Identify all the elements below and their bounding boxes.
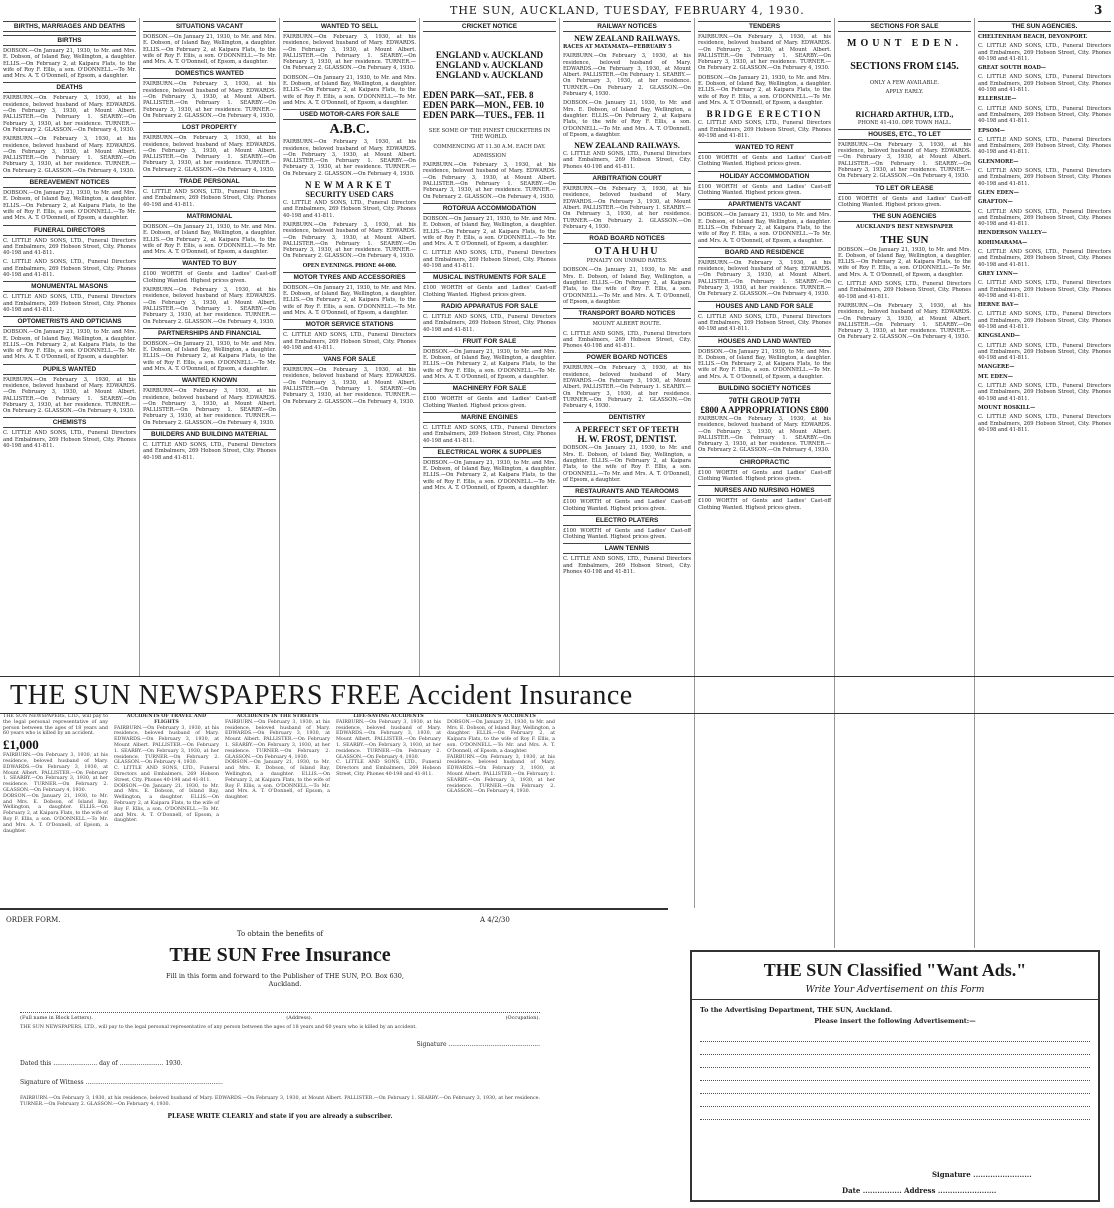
houses-sale-heading: HOUSES AND LAND FOR SALE — [698, 301, 831, 312]
page-number: 3 — [1094, 3, 1103, 17]
power-heading: POWER BOARD NOTICES — [563, 352, 691, 363]
holiday-text: £100 WORTH of Gents and Ladies' Cast-off Clothing Wanted. Highest prices given. — [698, 183, 831, 197]
excursion-text: C. LITTLE AND SONS, LTD., Funeral Directors and Embalmers, 269 Hobson Street, City. Phones 40-198 and 41-811. — [563, 151, 691, 170]
agencies-list-12: C. LITTLE AND SONS, LTD., Funeral Directors and Embalmers, 269 Hobson Street, City. Phones 40-198 and 41-811. — [978, 414, 1111, 433]
apartments-text: DOBSON.—On January 21, 1930, to Mr. and Mrs. E. Dobson, of Island Bay, Wellington, a daughter. ELLIS.—On February 2, at Kaipara Flats, to the wife of Roy F. Ellis, a son. O'DONNELL.—To Mr. and Mrs. A. T. O'Donnell, of Epsom, a daughter. — [698, 212, 831, 244]
agencies-list-9: C. LITTLE AND SONS, LTD., Funeral Directors and Embalmers, 269 Hobson Street, City. Phones 40-198 and 41-811. — [978, 311, 1111, 330]
bereavement-text: DOBSON.—On January 21, 1930, to Mr. and Mrs. E. Dobson, of Island Bay, Wellington, a daughter. ELLIS.—On February 2, at Kaipara Flats, to the wife of Roy F. Ellis, a son. O'DONNELL.—To Mr. and Mrs. A. T. O'Donnell, of Epsom, a daughter. — [3, 190, 136, 222]
tyres-heading: MOTOR TYRES AND ACCESSORIES — [283, 272, 416, 283]
ad-line-1[interactable] — [700, 1031, 1090, 1042]
sections-heading: SECTIONS FOR SALE — [838, 21, 971, 32]
board-heading: BOARD AND RESIDENCE — [698, 247, 831, 258]
place-9: GREY LYNN— — [978, 270, 1018, 277]
bridge-text: C. LITTLE AND SONS, LTD., Funeral Directors and Embalmers, 269 Hobson Street, City. Phones 40-198 and 41-811. — [698, 120, 831, 139]
insurance-col-3 — [225, 714, 330, 801]
agencies-list-5: C. LITTLE AND SONS, LTD., Funeral Directors and Embalmers, 269 Hobson Street, City. Phones 40-198 and 41-811. — [978, 168, 1111, 187]
to-let-text: £100 WORTH of Gents and Ladies' Cast-off Clothing Wanted. Highest prices given. — [838, 195, 971, 208]
electro-text: £100 WORTH of Gents and Ladies' Cast-off Clothing Wanted. Highest prices given. — [563, 527, 691, 541]
tenders-heading: TENDERS — [698, 21, 831, 32]
want-signature: Signature ........................ — [932, 1170, 1032, 1179]
wanted-sell-heading: WANTED TO SELL — [283, 21, 416, 32]
want-ads-form — [690, 950, 1100, 1202]
nurses-text: £100 WORTH of Gents and Ladies' Cast-off Clothing Wanted. Highest prices given. — [698, 498, 831, 511]
want-ads-lines[interactable] — [700, 1031, 1090, 1120]
insurance-text-5b: FAIRBURN.—On February 3, 1930, at his residence, beloved husband of Mary. EDWARDS.—On February 3, 1930, at Mount Albert. PALLISTER.—On February 1. SEARBY.—On February 3, 1930, at her residence. TURNER.—On February 2. GLASSON.—On February 4, 1930. — [447, 754, 555, 795]
commencing-text: COMMENCING AT 11.30 A.M. EACH DAY. — [433, 143, 546, 150]
ad-line-3[interactable] — [700, 1057, 1090, 1068]
park-line-1: EDEN PARK—SAT., FEB. 8 — [423, 90, 534, 100]
travel-heading: ACCIDENTS OF TRAVEL AND FLIGHTS — [126, 714, 207, 725]
insurance-text-5: DOBSON.—On January 21, 1930, to Mr. and Mrs. E. Dobson, of Island Bay, Wellington, a daughter. ELLIS.—On February 2, at Kaipara Flats, to the wife of Roy F. Ellis, a son. O'DONNELL.—To Mr. and Mrs. A. T. O'Donnell, of Epsom, a daughter. — [447, 719, 555, 754]
used-cars-list: C. LITTLE AND SONS, LTD., Funeral Directors and Embalmers, 269 Hobson Street, City. Phones 40-198 and 41-811. — [283, 200, 416, 219]
marine-text: C. LITTLE AND SONS, LTD., Funeral Directors and Embalmers, 269 Hobson Street, City. Phones 40-198 and 41-811. — [423, 424, 556, 444]
machinery-heading: MACHINERY FOR SALE — [423, 383, 556, 394]
arbitration-text: FAIRBURN.—On February 3, 1930, at his residence, beloved husband of Mary. EDWARDS.—On February 3, 1930, at Mount Albert. PALLISTER.—On February 1. SEARBY.—On February 3, 1930, at her residence. TURNER.—On February 2. GLASSON.—On February 4, 1930. — [563, 186, 691, 230]
deaths-text-more: FAIRBURN.—On February 3, 1930, at his residence, beloved husband of Mary. EDWARDS.—On February 3, 1930, at Mount Albert. PALLISTER.—On February 1. SEARBY.—On February 3, 1930, at her residence. TURNER.—On February 2. GLASSON.—On February 4, 1930. — [3, 136, 136, 174]
penalty-text: PENALTY ON UNPAID RATES. — [586, 258, 668, 265]
radio-text: C. LITTLE AND SONS, LTD., Funeral Directors and Embalmers, 269 Hobson Street, City. Phones 40-198 and 41-811. — [423, 313, 556, 333]
dated-row: Dated this ....................... day of ....................... 1930. — [20, 1059, 183, 1067]
lost-heading: LOST PROPERTY — [143, 122, 276, 133]
houses-wanted-text: DOBSON.—On January 21, 1930, to Mr. and Mrs. E. Dobson, of Island Bay, Wellington, a daughter. ELLIS.—On February 2, at Kaipara Flats, to the wife of Roy F. Ellis, a son. O'DONNELL.—To Mr. and Mrs. A. T. O'Donnell, of Epsom, a daughter. — [698, 348, 831, 380]
column-wanted-to-sell — [280, 18, 420, 676]
houses-let-heading: HOUSES, ETC., TO LET — [838, 129, 971, 140]
rotorua-text: DOBSON.—On January 21, 1930, to Mr. and Mrs. E. Dobson, of Island Bay, Wellington, a daughter. ELLIS.—On February 2, at Kaipara Flats, to the wife of Roy F. Ellis, a son. O'DONNELL.—To Mr. and Mrs. A. T. O'Donnell, of Epsom, a daughter. — [423, 215, 556, 248]
partnerships-heading: PARTNERSHIPS AND FINANCIAL — [143, 328, 276, 339]
chiropractic-heading: CHIROPRACTIC — [698, 457, 831, 468]
open-evenings: OPEN EVENINGS. PHONE 44-080. — [302, 262, 397, 269]
ad-line-2[interactable] — [700, 1044, 1090, 1055]
place-8: KOHIMARAMA— — [978, 239, 1028, 246]
building-text: FAIRBURN.—On February 3, 1930, at his residence, beloved husband of Mary. EDWARDS.—On February 3, 1930, at Mount Albert. PALLISTER.—On February 1. SEARBY.—On February 3, 1930, at her residence. TURNER.—On February 2. GLASSON.—On February 4, 1930. — [698, 415, 831, 454]
security-used-cars: SECURITY USED CARS — [305, 190, 394, 200]
tyres-text: DOBSON.—On January 21, 1930, to Mr. and Mrs. E. Dobson, of Island Bay, Wellington, a daughter. ELLIS.—On February 2, at Kaipara Flats, to the wife of Roy F. Ellis, a son. O'DONNELL.—To Mr. and Mrs. A. T. O'Donnell, of Epsom, a daughter. — [283, 284, 416, 316]
insurance-text-2c: DOBSON.—On January 21, 1930, to Mr. and Mrs. E. Dobson, of Island Bay, Wellington, a daughter. ELLIS.—On February 2, at Kaipara Flats, to the wife of Roy F. Ellis, a son. O'DONNELL.—To Mr. and Mrs. A. T. O'Donnell, of Epsom, a daughter. — [114, 783, 219, 824]
abc-ad: A.B.C. — [329, 122, 370, 138]
page-header — [0, 0, 1114, 18]
electro-heading: ELECTRO PLATERS — [563, 515, 691, 526]
order-intro: To obtain the benefits of — [236, 930, 324, 938]
witness-row: Signature of Witness ........................................................................ — [20, 1078, 223, 1086]
insurance-col-1 — [3, 714, 108, 834]
races-details: FAIRBURN.—On February 3, 1930, at his residence, beloved husband of Mary. EDWARDS.—On February 3, 1930, at Mount Albert. PALLISTER.—On February 1. SEARBY.—On February 3, 1930, at her residence. TURNER.—On February 2. GLASSON.—On February 4, 1930. — [563, 53, 691, 98]
optometrists-heading: OPTOMETRISTS AND OPTICIANS — [3, 316, 136, 327]
agencies-list-7: C. LITTLE AND SONS, LTD., Funeral Directors and Embalmers, 269 Hobson Street, City. Phones 40-198 and 41-811. — [978, 249, 1111, 268]
insurance-text-1c: DOBSON.—On January 21, 1930, to Mr. and Mrs. E. Dobson, of Island Bay, Wellington, a daughter. ELLIS.—On February 2, at Kaipara Flats, to the wife of Roy F. Ellis, a son. O'DONNELL.—To Mr. and Mrs. A. T. O'Donnell, of Epsom, a daughter. — [3, 793, 108, 834]
wanted-buy-text: £100 WORTH of Gents and Ladies' Cast-off Clothing Wanted. Highest prices given. — [143, 271, 276, 284]
used-cars-list-2: FAIRBURN.—On February 3, 1930, at his residence, beloved husband of Mary. EDWARDS.—On February 3, 1930, at Mount Albert. PALLISTER.—On February 1. SEARBY.—On February 3, 1930, at her residence. TURNER.—On February 2. GLASSON.—On February 4, 1930. — [283, 221, 416, 260]
chemists-text: C. LITTLE AND SONS, LTD., Funeral Directors and Embalmers, 269 Hobson Street, City. Phones 40-198 and 41-811. — [3, 430, 136, 450]
masthead: THE SUN, AUCKLAND, TUESDAY, FEBRUARY 4, 1930. — [450, 4, 805, 17]
newmarket-title: NEWMARKET — [304, 180, 394, 191]
sections-price: SECTIONS FROM £145. — [850, 61, 959, 72]
life-saving-heading: LIFE-SAVING ACCIDENTS — [353, 714, 424, 719]
order-conditions: THE SUN NEWSPAPERS, LTD., will pay to the legal personal representative of any person between the ages of 18 years and 60 years who is killed by an accident. — [20, 1025, 417, 1030]
place-13: MT. EDEN— — [978, 373, 1013, 380]
building-society-heading: BUILDING SOCIETY NOTICES — [698, 383, 831, 394]
group-70: 70TH GROUP 70TH — [728, 395, 801, 405]
penalty-details: DOBSON.—On January 21, 1930, to Mr. and Mrs. E. Dobson, of Island Bay, Wellington, a daughter. ELLIS.—On February 2, at Kaipara Flats, to the wife of Roy F. Ellis, a son. O'DONNELL.—To Mr. and Mrs. A. T. O'Donnell, of Epsom, a daughter. — [563, 267, 691, 305]
trade-heading: TRADE PERSONAL — [143, 176, 276, 187]
lost-text: FAIRBURN.—On February 3, 1930, at his residence, beloved husband of Mary. EDWARDS.—On February 3, 1930, at Mount Albert. PALLISTER.—On February 1. SEARBY.—On February 3, 1930, at her residence. TURNER.—On February 2. GLASSON.—On February 4, 1930. — [143, 135, 276, 173]
electrical-heading: ELECTRICAL WORK & SUPPLIES — [423, 447, 556, 458]
lawn-text: C. LITTLE AND SONS, LTD., Funeral Directors and Embalmers, 269 Hobson Street, City. Phones 40-198 and 41-811. — [563, 556, 691, 576]
cricket-heading: CRICKET NOTICE — [423, 21, 556, 32]
electrical-text: DOBSON.—On January 21, 1930, to Mr. and Mrs. E. Dobson, of Island Bay, Wellington, a daughter. ELLIS.—On February 2, at Kaipara Flats, to the wife of Roy F. Ellis, a son. O'DONNELL.—To Mr. and Mrs. A. T. O'Donnell, of Epsom, a daughter. — [423, 459, 556, 491]
insurance-text-2b: C. LITTLE AND SONS, LTD., Funeral Directors and Embalmers, 269 Hobson Street, City. Phones 40-198 and 41-811. — [114, 766, 219, 783]
musical-text: £100 WORTH of Gents and Ladies' Cast-off Clothing Wanted. Highest prices given. — [423, 285, 556, 298]
column-agencies — [975, 18, 1114, 948]
dentist-text: DOBSON.—On January 21, 1930, to Mr. and Mrs. E. Dobson, of Island Bay, Wellington, a daughter. ELLIS.—On February 2, at Kaipara Flats, to the wife of Roy F. Ellis, a son. O'DONNELL.—To Mr. and Mrs. A. T. O'Donnell, of Epsom, a daughter. — [563, 445, 691, 483]
marine-heading: MARINE ENGINES — [423, 412, 556, 423]
order-footer: PLEASE WRITE CLEARLY and state if you are already a subscriber. — [167, 1113, 393, 1121]
dentistry-heading: DENTISTRY — [563, 412, 691, 423]
want-signature-label: Signature — [932, 1170, 971, 1179]
chemists-heading: CHEMISTS — [3, 417, 136, 428]
only-few: ONLY A FEW AVAILABLE. — [869, 80, 940, 86]
park-line-3: EDEN PARK—TUES., FEB. 11 — [423, 110, 545, 120]
apartments-heading: APARTMENTS VACANT — [698, 199, 831, 210]
agencies-heading-2: THE SUN AGENCIES — [838, 211, 971, 222]
want-ads-subtitle: Write Your Advertisement on this Form — [692, 985, 1098, 1000]
funeral-text-2: C. LITTLE AND SONS, LTD., Funeral Directors and Embalmers, 269 Hobson Street, City. Phones 40-198 and 41-811. — [3, 259, 136, 279]
restaurants-text: £100 WORTH of Gents and Ladies' Cast-off Clothing Wanted. Highest prices given. — [563, 499, 691, 512]
otahuhu-title: OTAHUHU — [594, 246, 660, 258]
mount-albert-route: MOUNT ALBERT ROUTE. — [592, 321, 662, 328]
ad-line-5[interactable] — [700, 1083, 1090, 1094]
railway-heading: RAILWAY NOTICES — [563, 21, 691, 32]
builders-text: C. LITTLE AND SONS, LTD., Funeral Directors and Embalmers, 269 Hobson Street, City. Phones 40-198 and 41-811. — [143, 442, 276, 461]
deaths-text: FAIRBURN.—On February 3, 1930, at his residence, beloved husband of Mary. EDWARDS.—On February 3, 1930, at Mount Albert. PALLISTER.—On February 1. SEARBY.—On February 3, 1930, at her residence. TURNER.—On February 2. GLASSON.—On February 4, 1930. — [3, 95, 136, 133]
optometrists-text: DOBSON.—On January 21, 1930, to Mr. and Mrs. E. Dobson, of Island Bay, Wellington, a daughter. ELLIS.—On February 2, at Kaipara Flats, to the wife of Roy F. Ellis, a son. O'DONNELL.—To Mr. and Mrs. A. T. O'Donnell, of Epsom, a daughter. — [3, 329, 136, 361]
domestics-text: FAIRBURN.—On February 3, 1930, at his residence, beloved husband of Mary. EDWARDS.—On February 3, 1930, at Mount Albert. PALLISTER.—On February 1. SEARBY.—On February 3, 1930, at her residence. TURNER.—On February 2. GLASSON.—On February 4, 1930. — [143, 81, 276, 119]
place-1: GREAT SOUTH ROAD— — [978, 65, 1046, 72]
field-name-label: (Full name in Block Letters). — [20, 1015, 93, 1021]
wanted-rent-text: £100 WORTH of Gents and Ladies' Cast-off Clothing Wanted. Highest prices given. — [698, 155, 831, 168]
streets-heading: ACCIDENTS IN THE STREETS — [236, 714, 319, 719]
place-5: GLEN EDEN— — [978, 189, 1019, 196]
funeral-heading: FUNERAL DIRECTORS — [3, 225, 136, 236]
admission-text: ADMISSION — [472, 152, 507, 159]
nzr-title: NEW ZEALAND RAILWAYS. — [574, 34, 680, 43]
rotorua-text-2: C. LITTLE AND SONS, LTD., Funeral Directors and Embalmers, 269 Hobson Street, City. Phones 40-198 and 41-811. — [423, 250, 556, 270]
agencies-text-2: C. LITTLE AND SONS, LTD., Funeral Directors and Embalmers, 269 Hobson Street, City. Phones 40-198 and 41-811. — [838, 281, 971, 300]
insurance-text-1b: FAIRBURN.—On February 3, 1930, at his residence, beloved husband of Mary. EDWARDS.—On February 3, 1930, at Mount Albert. PALLISTER.—On February 1. SEARBY.—On February 3, 1930, at her residence. TURNER.—On February 2. GLASSON.—On February 4, 1930. — [3, 753, 108, 793]
partnerships-text: DOBSON.—On January 21, 1930, to Mr. and Mrs. E. Dobson, of Island Bay, Wellington, a daughter. ELLIS.—On February 2, at Kaipara Flats, to the wife of Roy F. Ellis, a son. O'DONNELL.—To Mr. and Mrs. A. T. O'Donnell, of Epsom, a daughter. — [143, 340, 276, 372]
transport-heading: TRANSPORT BOARD NOTICES — [563, 308, 691, 319]
insurance-col-4 — [336, 714, 441, 778]
dated-label: Dated this — [20, 1059, 52, 1067]
agencies-list-2: C. LITTLE AND SONS, LTD., Funeral Directors and Embalmers, 269 Hobson Street, City. Phones 40-198 and 41-811. — [978, 74, 1111, 94]
wanted-buy-heading: WANTED TO BUY — [143, 258, 276, 269]
mount-eden: MOUNT EDEN. — [847, 38, 962, 49]
insurance-text-1: THE SUN NEWSPAPERS, LTD., will pay to the legal personal representative of any person between the ages of 18 years and 60 years who is killed by an accident. — [3, 714, 108, 737]
houses-sale-text: C. LITTLE AND SONS, LTD., Funeral Directors and Embalmers, 269 Hobson Street, City. Phones 40-198 and 41-811. — [698, 313, 831, 333]
children-heading: CHILDREN'S ACCIDENTS — [466, 714, 536, 719]
rotorua-heading: ROTORUA ACCOMMODATION — [423, 203, 556, 214]
houses-wanted-heading: HOUSES AND LAND WANTED — [698, 336, 831, 347]
service-heading: MOTOR SERVICE STATIONS — [283, 319, 416, 330]
place-12: MANGERE— — [978, 364, 1015, 371]
want-ads-title: THE SUN Classified "Want Ads." — [763, 960, 1027, 980]
order-instructions: Fill in this form and forward to the Publisher of THE SUN, P.O. Box 630, Auckland. — [166, 972, 404, 988]
place-11: KINGSLAND— — [978, 333, 1020, 340]
births-text: DOBSON.—On January 21, 1930, to Mr. and Mrs. E. Dobson, of Island Bay, Wellington, a daughter. ELLIS.—On February 2, at Kaipara Flats, to the wife of Roy F. Ellis, a son. O'DONNELL.—To Mr. and Mrs. A. T. O'Donnell, of Epsom, a daughter. — [3, 48, 136, 80]
agencies-text-3: FAIRBURN.—On February 3, 1930, at his residence, beloved husband of Mary. EDWARDS.—On February 3, 1930, at Mount Albert. PALLISTER.—On February 1. SEARBY.—On February 3, 1930, at her residence. TURNER.—On February 2. GLASSON.—On February 4, 1930. — [838, 302, 971, 341]
abc-text: FAIRBURN.—On February 3, 1930, at his residence, beloved husband of Mary. EDWARDS.—On February 3, 1930, at Mount Albert. PALLISTER.—On February 1. SEARBY.—On February 3, 1930, at her residence. TURNER.—On February 2. GLASSON.—On February 4, 1930. — [283, 139, 416, 177]
agencies-list-8: C. LITTLE AND SONS, LTD., Funeral Directors and Embalmers, 269 Hobson Street, City. Phones 40-198 and 41-811. — [978, 280, 1111, 299]
power-text: FAIRBURN.—On February 3, 1930, at his residence, beloved husband of Mary. EDWARDS.—On February 3, 1930, at Mount Albert. PALLISTER.—On February 1. SEARBY.—On February 3, 1930, at her residence. TURNER.—On February 2. GLASSON.—On February 4, 1930. — [563, 365, 691, 410]
transport-text: C. LITTLE AND SONS, LTD., Funeral Directors and Embalmers, 269 Hobson Street, City. Phones 40-198 and 41-811. — [563, 330, 691, 350]
field-labels — [20, 1015, 540, 1021]
match-line-2: ENGLAND v. AUCKLAND — [435, 60, 544, 70]
want-address-label: Address — [904, 1186, 936, 1195]
perfect-set: A PERFECT SET OF TEETH — [575, 425, 679, 435]
agencies-heading: THE SUN AGENCIES. — [978, 21, 1111, 32]
builders-heading: BUILDERS AND BUILDING MATERIAL — [143, 429, 276, 440]
pupils-heading: PUPILS WANTED — [3, 364, 136, 375]
monumental-text: C. LITTLE AND SONS, LTD., Funeral Directors and Embalmers, 269 Hobson Street, City. Phones 40-198 and 41-811. — [3, 294, 136, 313]
admission-details: FAIRBURN.—On February 3, 1930, at his residence, beloved husband of Mary. EDWARDS.—On February 3, 1930, at Mount Albert. PALLISTER.—On February 1. SEARBY.—On February 3, 1930, at her residence. TURNER.—On February 2. GLASSON.—On February 4, 1930. — [423, 162, 556, 200]
to-let-lease-heading: TO LET OR LEASE — [838, 183, 971, 194]
vans-text: FAIRBURN.—On February 3, 1930, at his residence, beloved husband of Mary. EDWARDS.—On February 3, 1930, at Mount Albert. PALLISTER.—On February 1. SEARBY.—On February 3, 1930, at her residence. TURNER.—On February 2. GLASSON.—On February 4, 1930. — [283, 367, 416, 405]
the-sun-logo: THE SUN — [880, 233, 929, 246]
vans-heading: VANS FOR SALE — [283, 354, 416, 365]
service-text: C. LITTLE AND SONS, LTD., Funeral Directors and Embalmers, 269 Hobson Street, City. Phones 40-198 and 41-811. — [283, 332, 416, 351]
wanted-known-text: FAIRBURN.—On February 3, 1930, at his residence, beloved husband of Mary. EDWARDS.—On February 3, 1930, at Mount Albert. PALLISTER.—On February 1. SEARBY.—On February 3, 1930, at her residence. TURNER.—On February 2. GLASSON.—On February 4, 1930. — [143, 388, 276, 426]
insurance-amount: £1,000 — [3, 737, 39, 753]
place-14: MOUNT ROSKILL— — [978, 404, 1036, 411]
deaths-heading: DEATHS — [3, 82, 136, 93]
want-date-address: Date ................ Address ........................ — [842, 1186, 997, 1195]
ad-line-7[interactable] — [700, 1109, 1090, 1120]
day-of-label: day of — [99, 1059, 118, 1067]
insurance-text-3b: DOBSON.—On January 21, 1930, to Mr. and Mrs. E. Dobson, of Island Bay, Wellington, a daughter. ELLIS.—On February 2, at Kaipara Flats, to the wife of Roy F. Ellis, a son. O'DONNELL.—To Mr. and Mrs. A. T. O'Donnell, of Epsom, a daughter. — [225, 760, 330, 801]
agencies-list-11: C. LITTLE AND SONS, LTD., Funeral Directors and Embalmers, 269 Hobson Street, City. Phones 40-198 and 41-811. — [978, 383, 1111, 402]
field-occupation-label: (Occupation). — [505, 1015, 540, 1021]
domestics-heading: DOMESTICS WANTED — [143, 68, 276, 79]
situations-text: DOBSON.—On January 21, 1930, to Mr. and Mrs. E. Dobson, of Island Bay, Wellington, a daughter. ELLIS.—On February 2, at Kaipara Flats, to the wife of Roy F. Ellis, a son. O'DONNELL.—To Mr. and Mrs. A. T. O'Donnell, of Epsom, a daughter. — [143, 34, 276, 66]
want-date-label: Date — [842, 1186, 861, 1195]
park-line-2: EDEN PARK—MON., FEB. 10 — [423, 100, 544, 110]
matrimonial-heading: MATRIMONIAL — [143, 211, 276, 222]
ad-line-4[interactable] — [700, 1070, 1090, 1081]
restaurants-heading: RESTAURANTS AND TEAROOMS — [563, 486, 691, 497]
apply-early: APPLY EARLY. — [885, 89, 924, 96]
appropriations: £800 A APPROPRIATIONS £800 — [700, 404, 829, 415]
insurance-col-5 — [447, 714, 555, 795]
column-sections — [835, 18, 975, 948]
witness-label: Signature of Witness — [20, 1078, 84, 1086]
order-note: FAIRBURN.—On February 3, 1930, at his residence, beloved husband of Mary. EDWARDS.—On February 3, 1930, at Mount Albert. PALLISTER.—On February 1. SEARBY.—On February 3, 1930, at her residence. TURNER.—On February 2. GLASSON.—On February 4, 1930. — [20, 1095, 540, 1107]
ad-line-6[interactable] — [700, 1096, 1090, 1107]
tenders-text-2: DOBSON.—On January 21, 1930, to Mr. and Mrs. E. Dobson, of Island Bay, Wellington, a daughter. ELLIS.—On February 2, at Kaipara Flats, to the wife of Roy F. Ellis, a son. O'DONNELL.—To Mr. and Mrs. A. T. O'Donnell, of Epsom, a daughter. — [698, 74, 831, 106]
lawn-heading: LAWN TENNIS — [563, 543, 691, 554]
situations-heading: SITUATIONS VACANT — [143, 21, 276, 32]
name-line[interactable] — [20, 1002, 540, 1013]
order-form-ref: A 4/2/30 — [480, 916, 510, 924]
pupils-text: FAIRBURN.—On February 3, 1930, at his residence, beloved husband of Mary. EDWARDS.—On February 3, 1930, at Mount Albert. PALLISTER.—On February 1. SEARBY.—On February 3, 1930, at her residence. TURNER.—On February 2. GLASSON.—On February 4, 1930. — [3, 376, 136, 415]
frost-dentist: H. W. FROST, DENTIST. — [577, 434, 677, 445]
fruit-text: DOBSON.—On January 21, 1930, to Mr. and Mrs. E. Dobson, of Island Bay, Wellington, a daughter. ELLIS.—On February 2, at Kaipara Flats, to the wife of Roy F. Ellis, a son. O'DONNELL.—To Mr. and Mrs. A. T. O'Donnell, of Epsom, a daughter. — [423, 348, 556, 381]
radio-heading: RADIO APPARATUS FOR SALE — [423, 301, 556, 312]
holiday-heading: HOLIDAY ACCOMMODATION — [698, 171, 831, 182]
order-form-label: ORDER FORM. — [6, 916, 61, 924]
insurance-text-4: FAIRBURN.—On February 3, 1930, at his residence, beloved husband of Mary. EDWARDS.—On February 3, 1930, at Mount Albert. PALLISTER.—On February 1. SEARBY.—On February 3, 1930, at her residence. TURNER.—On February 2. GLASSON.—On February 4, 1930. — [336, 719, 441, 760]
races-details-2: DOBSON.—On January 21, 1930, to Mr. and Mrs. E. Dobson, of Island Bay, Wellington, a daughter. ELLIS.—On February 2, at Kaipara Flats, to the wife of Roy F. Ellis, a son. O'DONNELL.—To Mr. and Mrs. A. T. O'Donnell, of Epsom, a daughter. — [563, 100, 691, 138]
musical-heading: MUSICAL INSTRUMENTS FOR SALE — [423, 272, 556, 283]
year-label: 1930. — [165, 1059, 183, 1067]
see-text: SEE SOME OF THE FINEST CRICKETERS IN THE WORLD. — [428, 128, 551, 141]
wanted-buy-text-2: FAIRBURN.—On February 3, 1930, at his residence, beloved husband of Mary. EDWARDS.—On February 3, 1930, at Mount Albert. PALLISTER.—On February 1. SEARBY.—On February 3, 1930, at her residence. TURNER.—On February 2. GLASSON.—On February 4, 1930. — [143, 287, 276, 325]
place-10: HERNE BAY— — [978, 302, 1019, 309]
column-cricket — [420, 18, 560, 676]
insurance-col-2 — [114, 714, 219, 824]
tenders-text: FAIRBURN.—On February 3, 1930, at his residence, beloved husband of Mary. EDWARDS.—On February 3, 1930, at Mount Albert. PALLISTER.—On February 1. SEARBY.—On February 3, 1930, at her residence. TURNER.—On February 2. GLASSON.—On February 4, 1930. — [698, 34, 831, 72]
machinery-text: £100 WORTH of Gents and Ladies' Cast-off Clothing Wanted. Highest prices given. — [423, 396, 556, 409]
best-newspaper: AUCKLAND'S BEST NEWSPAPER — [856, 224, 953, 231]
agencies-list-6: C. LITTLE AND SONS, LTD., Funeral Directors and Embalmers, 269 Hobson Street, City. Phones 40-198 and 41-811. — [978, 208, 1111, 228]
wanted-rent-heading: WANTED TO RENT — [698, 142, 831, 153]
place-4: GLENMORE— — [978, 158, 1019, 165]
column-situations — [140, 18, 280, 676]
signature-label: Signature — [416, 1040, 447, 1048]
column-tenders — [695, 18, 835, 948]
column-births-deaths — [0, 18, 140, 676]
bridge-title: BRIDGE ERECTION — [706, 109, 823, 120]
funeral-text: C. LITTLE AND SONS, LTD., Funeral Directors and Embalmers, 269 Hobson Street, City. Phones 40-198 and 41-811. — [3, 237, 136, 257]
agencies-text: DOBSON.—On January 21, 1930, to Mr. and Mrs. E. Dobson, of Island Bay, Wellington, a daughter. ELLIS.—On February 2, at Kaipara Flats, to the wife of Roy F. Ellis, a son. O'DONNELL.—To Mr. and Mrs. A. T. O'Donnell, of Epsom, a daughter. — [838, 246, 971, 278]
wanted-sell-text-2: DOBSON.—On January 21, 1930, to Mr. and Mrs. E. Dobson, of Island Bay, Wellington, a daughter. ELLIS.—On February 2, at Kaipara Flats, to the wife of Roy F. Ellis, a son. O'DONNELL.—To Mr. and Mrs. A. T. O'Donnell, of Epsom, a daughter. — [283, 74, 416, 106]
order-signature: Signature ................................................ — [416, 1040, 540, 1048]
fruit-heading: FRUIT FOR SALE — [423, 336, 556, 347]
match-line-1: ENGLAND v. AUCKLAND — [435, 50, 544, 60]
agencies-list-4: C. LITTLE AND SONS, LTD., Funeral Directors and Embalmers, 269 Hobson Street, City. Phones 40-198 and 41-811. — [978, 136, 1111, 156]
trade-text: C. LITTLE AND SONS, LTD., Funeral Directors and Embalmers, 269 Hobson Street, City. Phones 40-198 and 41-811. — [143, 189, 276, 208]
place-7: HENDERSON VALLEY— — [978, 230, 1047, 237]
match-line-3: ENGLAND v. AUCKLAND — [435, 70, 544, 80]
richard-arthur: RICHARD ARTHUR, LTD., — [855, 109, 954, 119]
arbitration-heading: ARBITRATION COURT — [563, 173, 691, 184]
bereavement-heading: BEREAVEMENT NOTICES — [3, 177, 136, 188]
insurance-text-4b: C. LITTLE AND SONS, LTD., Funeral Directors and Embalmers, 269 Hobson Street, City. Phones 40-198 and 41-811. — [336, 760, 441, 777]
place-0: CHELTENHAM BEACH, DEVONPORT. — [978, 34, 1088, 40]
nurses-heading: NURSES AND NURSING HOMES — [698, 485, 831, 496]
board-text: FAIRBURN.—On February 3, 1930, at his residence, beloved husband of Mary. EDWARDS.—On February 3, 1930, at Mount Albert. PALLISTER.—On February 1. SEARBY.—On February 3, 1930, at her residence. TURNER.—On February 2. GLASSON.—On February 4, 1930. — [698, 259, 831, 298]
insurance-banner — [0, 676, 1114, 714]
section-heading: BIRTHS, MARRIAGES AND DEATHS — [3, 21, 136, 32]
chiropractic-text: £100 WORTH of Gents and Ladies' Cast-off Clothing Wanted. Highest prices given. — [698, 469, 831, 483]
order-title: THE SUN Free Insurance — [169, 944, 391, 966]
order-form — [0, 908, 668, 1208]
insurance-title: THE SUN NEWSPAPERS FREE Accident Insurance — [10, 680, 633, 711]
order-fields — [20, 1000, 540, 1120]
nzr-title-2: NEW ZEALAND RAILWAYS. — [574, 141, 680, 151]
insurance-text-2: FAIRBURN.—On February 3, 1930, at his residence, beloved husband of Mary. EDWARDS.—On February 3, 1930, at Mount Albert. PALLISTER.—On February 1. SEARBY.—On February 3, 1930, at her residence. TURNER.—On February 2. GLASSON.—On February 4, 1930. — [114, 725, 219, 766]
column-railway — [560, 18, 695, 908]
insurance-article — [0, 714, 560, 904]
road-heading: ROAD BOARD NOTICES — [563, 233, 691, 244]
races-text: RACES AT MATAMATA—FEBRUARY 5 — [563, 44, 672, 50]
houses-let-text: FAIRBURN.—On February 3, 1930, at his residence, beloved husband of Mary. EDWARDS.—On February 3, 1930, at Mount Albert. PALLISTER.—On February 1. SEARBY.—On February 3, 1930, at her residence. TURNER.—On February 2. GLASSON.—On February 4, 1930. — [838, 141, 971, 180]
wanted-sell-text: FAIRBURN.—On February 3, 1930, at his residence, beloved husband of Mary. EDWARDS.—On February 3, 1930, at Mount Albert. PALLISTER.—On February 1. SEARBY.—On February 3, 1930, at her residence. TURNER.—On February 2. GLASSON.—On February 4, 1930. — [283, 34, 416, 72]
phone: PHONE 41-410. OPP. TOWN HALL. — [857, 119, 952, 126]
want-ads-insert: Please insert the following Advertisement:— — [814, 1017, 976, 1025]
want-ads-to: To the Advertising Department, THE SUN, Auckland. — [700, 1006, 893, 1014]
agencies-list-1: C. LITTLE AND SONS, LTD., Funeral Directors and Embalmers, 269 Hobson Street, City. Phones 40-198 and 41-811. — [978, 43, 1111, 62]
wanted-known-heading: WANTED KNOWN — [143, 375, 276, 386]
place-3: EPSOM— — [978, 127, 1006, 134]
place-6: GRAFTON— — [978, 199, 1013, 206]
matrimonial-text: DOBSON.—On January 21, 1930, to Mr. and Mrs. E. Dobson, of Island Bay, Wellington, a daughter. ELLIS.—On February 2, at Kaipara Flats, to the wife of Roy F. Ellis, a son. O'DONNELL.—To Mr. and Mrs. A. T. O'Donnell, of Epsom, a daughter. — [143, 223, 276, 256]
place-2: ELLERSLIE— — [978, 96, 1017, 103]
agencies-list-3: C. LITTLE AND SONS, LTD., Funeral Directors and Embalmers, 269 Hobson Street, City. Phones 40-198 and 41-811. — [978, 105, 1111, 125]
births-heading: BIRTHS — [3, 35, 136, 46]
field-address-label: (Address). — [286, 1015, 313, 1021]
insurance-text-3: FAIRBURN.—On February 3, 1930, at his residence, beloved husband of Mary. EDWARDS.—On February 3, 1930, at Mount Albert. PALLISTER.—On February 1. SEARBY.—On February 3, 1930, at her residence. TURNER.—On February 2. GLASSON.—On February 4, 1930. — [225, 719, 330, 760]
agencies-list-10: C. LITTLE AND SONS, LTD., Funeral Directors and Embalmers, 269 Hobson Street, City. Phones 40-198 and 41-811. — [978, 342, 1111, 362]
monumental-heading: MONUMENTAL MASONS — [3, 281, 136, 292]
used-cars-heading: USED MOTOR-CARS FOR SALE — [283, 109, 416, 120]
